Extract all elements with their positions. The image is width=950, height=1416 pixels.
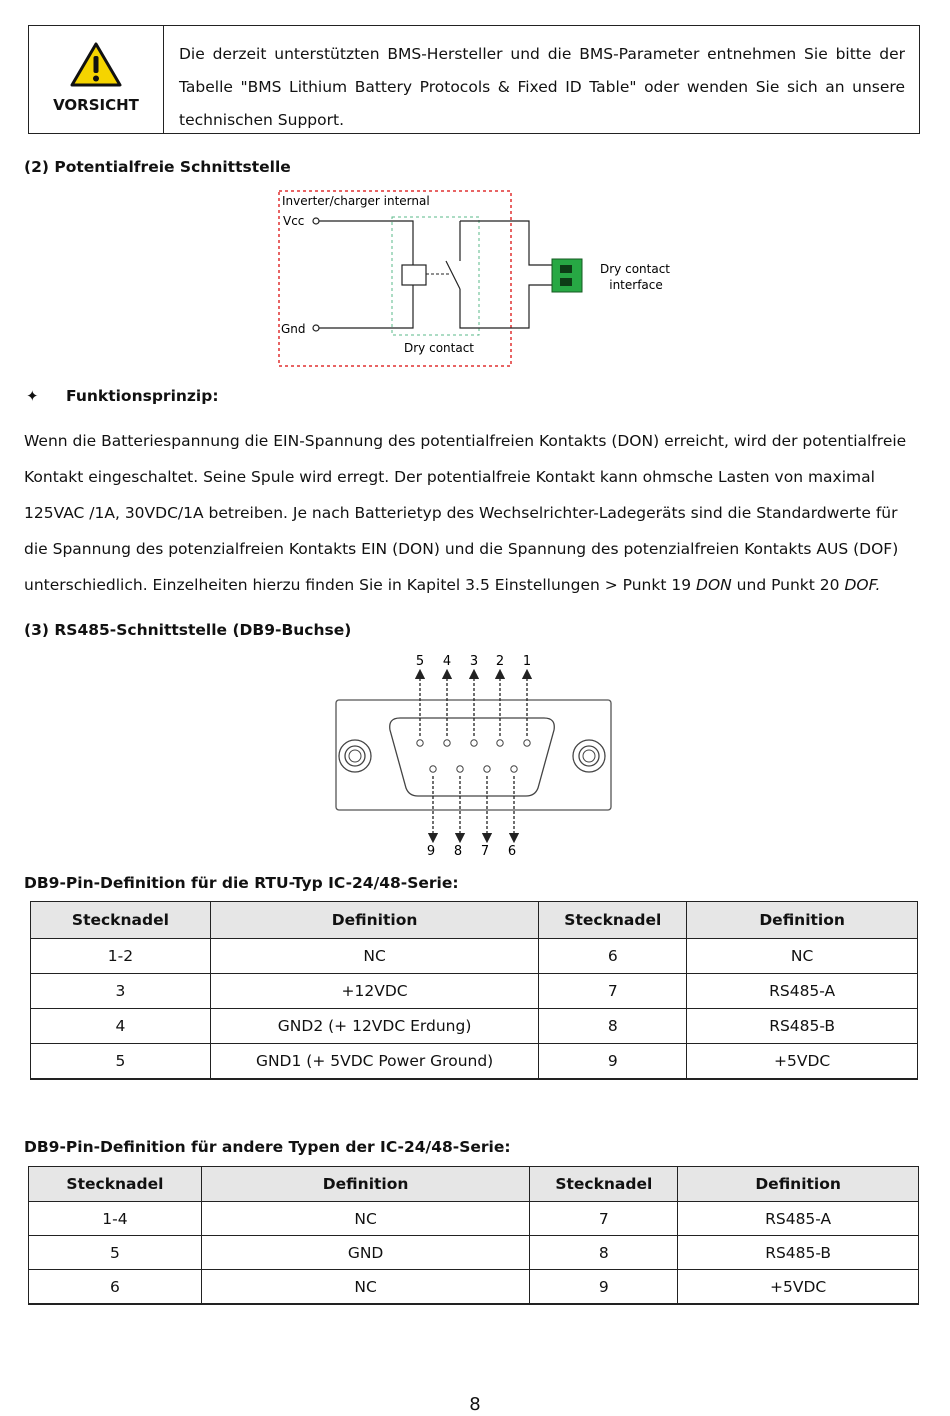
pin-table-other <box>28 1166 919 1305</box>
table2-title: DB9-Pin-Definition für andere Typen der IC-24/48-Serie: <box>24 1138 511 1156</box>
section3-heading: (3) RS485-Schnittstelle (DB9-Buchse) <box>24 621 352 639</box>
vcc-label: Vcc <box>283 214 305 228</box>
table-row <box>29 1270 919 1305</box>
pin-label-top: 3 <box>469 654 479 669</box>
table-cell: 5 <box>29 1236 202 1270</box>
table-cell: NC <box>210 939 539 974</box>
caution-text: Die derzeit unterstützten BMS-Hersteller und die BMS-Parameter entnehmen Sie bitte der Tabelle "BMS Lithium Battery Protocols & Fixed ID Table" oder wenden Sie sich an unsere technischen Support. <box>179 45 905 129</box>
table-row <box>29 1236 919 1270</box>
warning-triangle-icon <box>69 41 123 89</box>
table-cell: +12VDC <box>210 974 539 1009</box>
table-cell: RS485-B <box>687 1009 918 1044</box>
switch-blade <box>446 261 460 289</box>
pin-table-rtu <box>30 901 918 1080</box>
caution-label-cell <box>29 26 164 133</box>
column-header: Definition <box>687 902 918 939</box>
bullet-icon: ✦ <box>26 387 39 405</box>
section2-heading: (2) Potentialfreie Schnittstelle <box>24 158 291 176</box>
table-row <box>31 974 918 1009</box>
table-cell: NC <box>201 1270 530 1305</box>
internal-label: Inverter/charger internal <box>282 194 430 208</box>
table-row <box>31 939 918 974</box>
pin-3 <box>471 740 477 746</box>
table-row <box>29 1202 919 1236</box>
column-header: Stecknadel <box>539 902 687 939</box>
terminal-block <box>552 259 582 292</box>
table-cell: 9 <box>539 1044 687 1080</box>
table-cell: 1-2 <box>31 939 211 974</box>
screw-left-icon <box>339 740 371 772</box>
interface-label-2: interface <box>609 278 663 292</box>
table-cell: 9 <box>530 1270 678 1305</box>
table-cell: GND2 (+ 12VDC Erdung) <box>210 1009 539 1044</box>
interface-label-1: Dry contact <box>600 262 670 276</box>
vcc-terminal <box>313 218 319 224</box>
caution-label: VORSICHT <box>53 96 139 114</box>
pin-5 <box>417 740 423 746</box>
pin-label-top: 4 <box>442 654 452 669</box>
principle-line: Wenn die Batteriespannung die EIN-Spannung des potentialfreien Kontakts (DON) erreicht, wird der potentialfreie <box>24 432 907 450</box>
table-cell: GND1 (+ 5VDC Power Ground) <box>210 1044 539 1080</box>
table-cell: 7 <box>530 1202 678 1236</box>
table-cell: 8 <box>539 1009 687 1044</box>
gnd-label: Gnd <box>281 322 306 336</box>
table-cell: 3 <box>31 974 211 1009</box>
pin-8 <box>457 766 463 772</box>
dof-term: DOF. <box>844 576 881 594</box>
table-cell: 6 <box>29 1270 202 1305</box>
db9-connector-diagram <box>330 648 620 863</box>
column-header: Stecknadel <box>29 1167 202 1202</box>
caution-box <box>28 25 920 134</box>
pin-7 <box>484 766 490 772</box>
table-header-row <box>31 902 918 939</box>
screw-right-icon <box>573 740 605 772</box>
table-row <box>31 1044 918 1080</box>
principle-line: Kontakt eingeschaltet. Seine Spule wird erregt. Der potentialfreie Kontakt kann ohmsche Lasten von maximal <box>24 468 875 486</box>
pin-label-bottom: 9 <box>426 844 436 859</box>
table-cell: +5VDC <box>687 1044 918 1080</box>
table-cell: 1-4 <box>29 1202 202 1236</box>
table-cell: +5VDC <box>678 1270 919 1305</box>
page-number: 8 <box>469 1394 481 1415</box>
db9-frame <box>390 718 555 796</box>
table-cell: NC <box>201 1202 530 1236</box>
pin-1 <box>524 740 530 746</box>
principle-line: 125VAC /1A, 30VDC/1A betreiben. Je nach Batterietyp des Wechselrichter-Ladegeräts sind die Standardwerte für <box>24 504 898 522</box>
pin-label-bottom: 7 <box>480 844 490 859</box>
table-cell: 6 <box>539 939 687 974</box>
pin-label-top: 1 <box>522 654 532 669</box>
pin-label-bottom: 8 <box>453 844 463 859</box>
table-cell: GND <box>201 1236 530 1270</box>
pin-label-top: 2 <box>495 654 505 669</box>
table1-title: DB9-Pin-Definition für die RTU-Typ IC-24/48-Serie: <box>24 874 459 892</box>
column-header: Definition <box>678 1167 919 1202</box>
table-cell: RS485-A <box>687 974 918 1009</box>
principle-paragraph <box>24 423 924 603</box>
column-header: Definition <box>201 1167 530 1202</box>
pin-2 <box>497 740 503 746</box>
table-row <box>31 1009 918 1044</box>
principle-line: die Spannung des potenzialfreien Kontakts EIN (DON) und die Spannung des potenzialfreien Kontakts AUS (DOF) <box>24 540 899 558</box>
table-header-row <box>29 1167 919 1202</box>
table-cell: 5 <box>31 1044 211 1080</box>
table-cell: NC <box>687 939 918 974</box>
column-header: Stecknadel <box>31 902 211 939</box>
pin-label-top: 5 <box>415 654 425 669</box>
column-header: Definition <box>210 902 539 939</box>
principle-line: unterschiedlich. Einzelheiten hierzu finden Sie in Kapitel 3.5 Einstellungen > Punkt 19 DON und Punkt 20 DOF. <box>24 576 881 594</box>
pin-label-bottom: 6 <box>507 844 517 859</box>
dry-contact-label: Dry contact <box>404 341 474 355</box>
principle-heading: Funktionsprinzip: <box>66 387 219 405</box>
table-cell: RS485-A <box>678 1202 919 1236</box>
table-cell: RS485-B <box>678 1236 919 1270</box>
relay-coil <box>402 265 426 285</box>
gnd-terminal <box>313 325 319 331</box>
dry-contact-diagram <box>270 185 690 370</box>
don-term: DON <box>696 576 732 594</box>
pin-4 <box>444 740 450 746</box>
pin-6 <box>511 766 517 772</box>
table-cell: 8 <box>530 1236 678 1270</box>
table-cell: 7 <box>539 974 687 1009</box>
table-cell: 4 <box>31 1009 211 1044</box>
column-header: Stecknadel <box>530 1167 678 1202</box>
pin-9 <box>430 766 436 772</box>
